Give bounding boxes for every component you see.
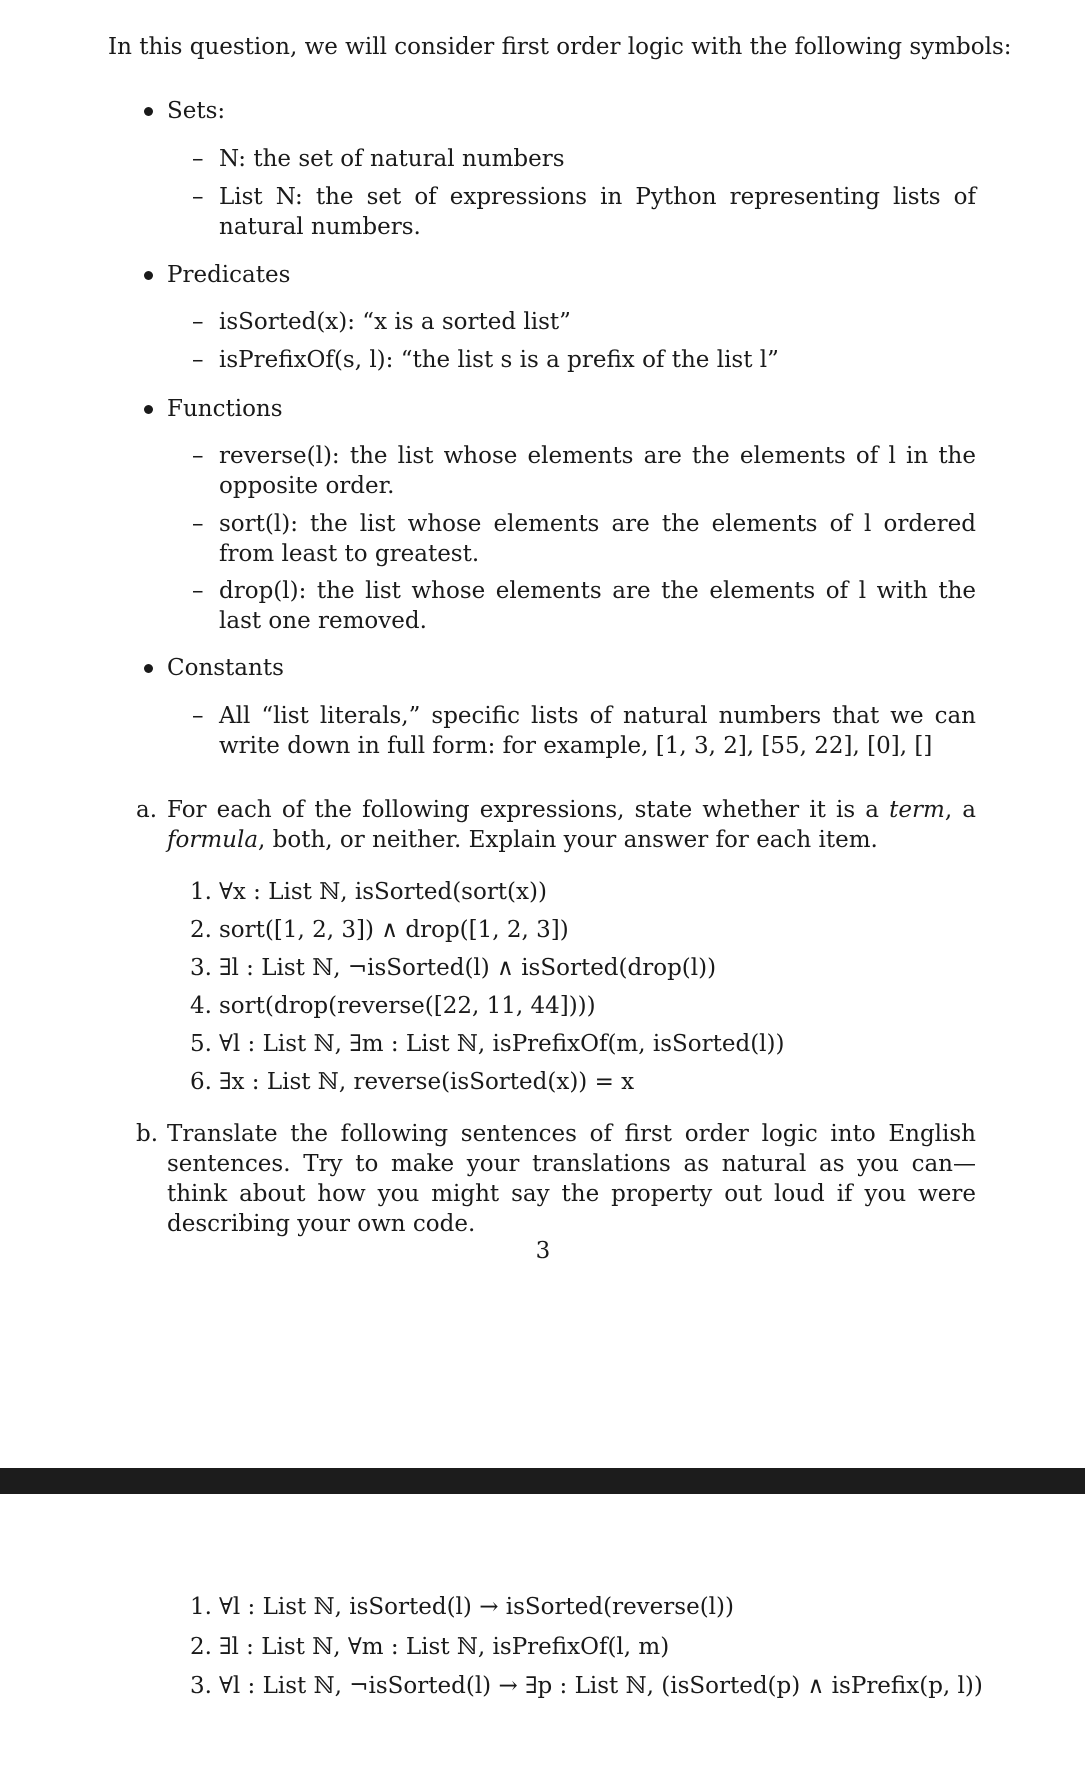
part-a-expression-4: sort(drop(reverse([22, 11, 44]))) [219,993,596,1019]
section-heading-predicates: Predicates [167,262,291,288]
part-b-expression-1: ∀l : List ℕ, isSorted(l) → isSorted(reverse(l)) [219,1594,734,1620]
bullet [144,664,153,673]
item-number: 5. [190,1031,212,1057]
part-a-text-mid: , a [944,797,976,823]
intro-text: In this question, we will consider first order logic with the following symbols: [108,34,1012,60]
sets-item-1: N: the set of natural numbers [219,146,565,172]
sets-item-2: List N: the set of expressions in Python representing lists of natural numbers. [219,184,976,240]
item-number: 1. [190,879,212,905]
item-number: 6. [190,1069,212,1095]
bullet [144,271,153,280]
dash: – [192,443,204,469]
part-a-expression-6: ∃x : List ℕ, reverse(isSorted(x)) = x [219,1069,635,1095]
page-separator [0,1468,1085,1494]
item-number: 3. [190,1673,212,1699]
part-a-prompt [167,795,976,855]
section-heading-sets: Sets: [167,98,226,124]
dash: – [192,511,204,537]
predicates-item-2: isPrefixOf(s, l): “the list s is a prefix of the list l” [219,347,779,373]
dash: – [192,703,204,729]
constants-item-1: All “list literals,” specific lists of natural numbers that we can write down in full form: for example, [1, 3, 2], [55, 22], [0], [] [219,703,976,759]
bullet [144,107,153,116]
document-page-2 [0,1494,1085,1771]
item-number: 2. [190,1634,212,1660]
item-number: 3. [190,955,212,981]
part-a-text-post: , both, or neither. Explain your answer for each item. [258,827,878,853]
term-emphasis: term [889,797,945,823]
dash: – [192,578,204,604]
part-b-expression-2: ∃l : List ℕ, ∀m : List ℕ, isPrefixOf(l, m) [219,1634,670,1660]
item-number: 4. [190,993,212,1019]
part-b-label: b. [136,1121,159,1147]
functions-item-2: sort(l): the list whose elements are the elements of l ordered from least to greatest. [219,511,976,567]
part-a-expression-3: ∃l : List ℕ, ¬isSorted(l) ∧ isSorted(drop(l)) [219,955,717,981]
item-number: 1. [190,1594,212,1620]
part-b-prompt: Translate the following sentences of first order logic into English sentences. Try to make your translations as natural as you can—think about how you might say the property out loud if you were describing your own code. [167,1121,976,1237]
section-heading-functions: Functions [167,396,283,422]
functions-item-3: drop(l): the list whose elements are the elements of l with the last one removed. [219,578,976,634]
functions-item-1: reverse(l): the list whose elements are the elements of l in the opposite order. [219,443,976,499]
formula-emphasis: formula [167,827,259,853]
dash: – [192,347,204,373]
predicates-item-1: isSorted(x): “x is a sorted list” [219,309,571,335]
part-a-expression-5: ∀l : List ℕ, ∃m : List ℕ, isPrefixOf(m, isSorted(l)) [219,1031,785,1057]
dash: – [192,309,204,335]
part-a-text-pre: For each of the following expressions, state whether it is a [167,797,890,823]
section-heading-constants: Constants [167,655,284,681]
bullet [144,405,153,414]
part-a-expression-1: ∀x : List ℕ, isSorted(sort(x)) [219,879,547,905]
item-number: 2. [190,917,212,943]
page-number: 3 [535,1238,551,1264]
dash: – [192,146,204,172]
part-b-expression-3: ∀l : List ℕ, ¬isSorted(l) → ∃p : List ℕ, (isSorted(p) ∧ isPrefix(p, l)) [219,1673,983,1699]
part-a-label: a. [136,797,158,823]
dash: – [192,184,204,210]
part-a-expression-2: sort([1, 2, 3]) ∧ drop([1, 2, 3]) [219,917,569,943]
